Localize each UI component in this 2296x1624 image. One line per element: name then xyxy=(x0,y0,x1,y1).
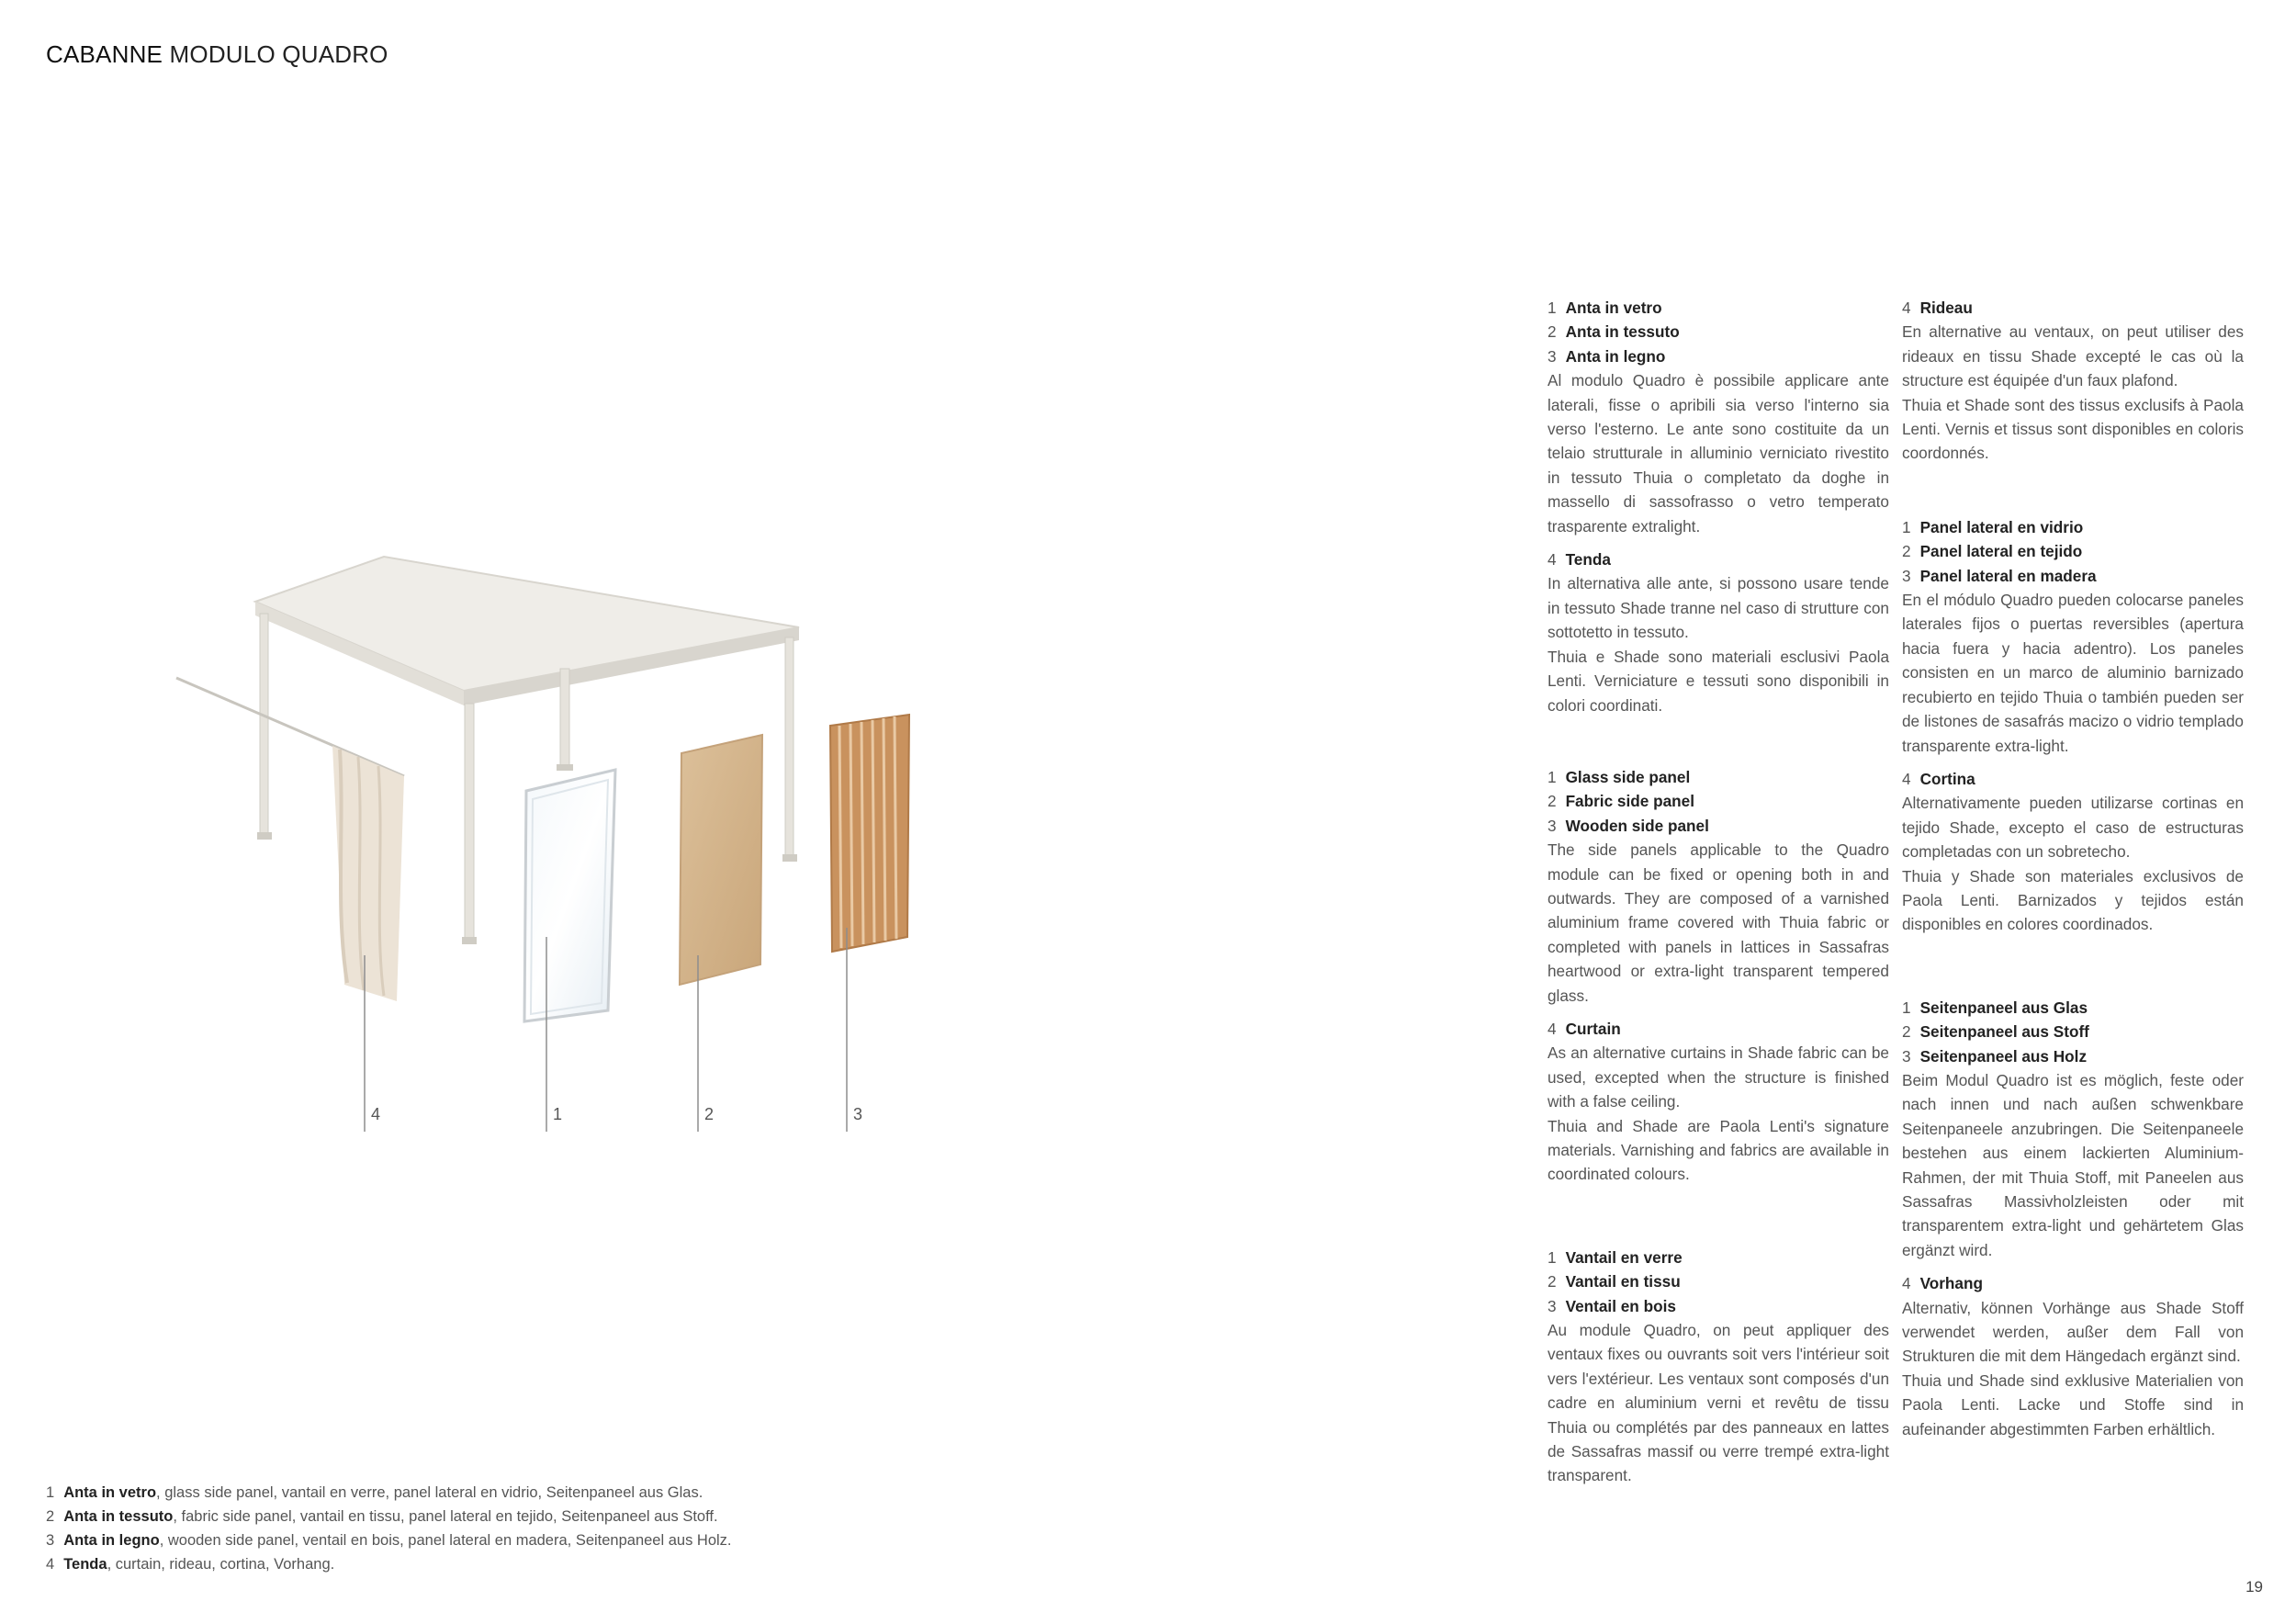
it-heading-3: 3 Anta in legno xyxy=(1548,346,1666,366)
fr-heading-1: 1 Vantail en verre xyxy=(1548,1247,1683,1267)
legend-item: 4 Tenda, curtain, rideau, cortina, Vorhang. xyxy=(46,1556,335,1573)
brand-name: CABANNE xyxy=(46,40,163,68)
legend xyxy=(46,1481,732,1576)
french-section-2 xyxy=(1902,296,2244,466)
fr-body-2a: En alternative au ventaux, on peut utiliser des rideaux en tissu Shade excepté le cas où la structure est équipée d'un faux plafond. xyxy=(1902,322,2244,390)
de-heading-3: 3 Seitenpaneel aus Holz xyxy=(1902,1046,2088,1066)
en-body-2a: As an alternative curtains in Shade fabric can be used, excepted when the structure is finished with a false ceiling. xyxy=(1548,1043,1889,1111)
de-body-2b: Thuia und Shade sind exklusive Materialien von Paola Lenti. Lacke und Stoffe sind in aufeinander abgestimmten Farben erhältlich. xyxy=(1902,1370,2244,1438)
de-heading-4: 4 Vorhang xyxy=(1902,1274,1983,1293)
fr-heading-4: 4 Rideau xyxy=(1902,299,1973,317)
es-heading-2: 2 Panel lateral en tejido xyxy=(1902,542,2083,561)
fr-body-2b: Thuia et Shade sont des tissus exclusifs à Paola Lenti. Vernis et tissus sont disponibles en coloris coordonnés. xyxy=(1902,395,2244,463)
callout-1: 1 xyxy=(553,1105,563,1123)
es-heading-4: 4 Cortina xyxy=(1902,769,1975,788)
product-name: MODULO QUADRO xyxy=(169,40,388,68)
glass-panel xyxy=(524,770,615,1021)
fr-body-1: Au module Quadro, on peut appliquer des ventaux fixes ou ouvrants soit vers l'intérieur soit vers l'extérieur. Les ventaux sont composés d'un cadre en aluminium verni et revêtu de tissu Thuia ou complétés par des panneaux en lattes de Sassafras massif ou verre trempé extra-light transparent. xyxy=(1548,1321,1889,1485)
it-heading-1: 1 Anta in vetro xyxy=(1548,299,1662,317)
es-body-2a: Alternativamente pueden utilizarse cortinas en tejido Shade, excepto el caso de estructuras completadas con un sobretecho. xyxy=(1902,794,2244,862)
it-body-2a: In alternativa alle ante, si possono usare tende in tessuto Shade tranne nel caso di strutture con sottotetto in tessuto. xyxy=(1548,574,1889,642)
legend-item: 3 Anta in legno, wooden side panel, ventail en bois, panel lateral en madera, Seitenpaneel aus Holz. xyxy=(46,1532,732,1549)
french-section xyxy=(1548,1246,1889,1488)
page-number: 19 xyxy=(2245,1578,2263,1596)
en-heading-4: 4 Curtain xyxy=(1548,1019,1621,1038)
curtain-panel xyxy=(176,678,404,1001)
legend-item: 1 Anta in vetro, glass side panel, vantail en verre, panel lateral en vidrio, Seitenpaneel aus Glas. xyxy=(46,1484,703,1501)
fabric-panel xyxy=(680,735,762,985)
english-section xyxy=(1548,765,1889,1187)
text-column-left xyxy=(1548,296,1889,1488)
de-heading-1: 1 Seitenpaneel aus Glas xyxy=(1902,998,2088,1017)
it-body-2b: Thuia e Shade sono materiali esclusivi Paola Lenti. Verniciature e tessuti sono disponibili in colori coordinati. xyxy=(1548,647,1889,715)
en-heading-2: 2 Fabric side panel xyxy=(1548,792,1694,811)
legend-item: 2 Anta in tessuto, fabric side panel, vantail en tissu, panel lateral en tejido, Seitenpaneel aus Stoff. xyxy=(46,1508,718,1525)
es-heading-1: 1 Panel lateral en vidrio xyxy=(1902,517,2084,536)
es-body-1: En el módulo Quadro pueden colocarse paneles laterales fijos o puertas reversibles (apertura hacia fuera y hacia adentro). Los paneles consisten en un marco de aluminio barnizado recubierto en tejido Thuia o también pueden ser de listones de sasafrás macizo o vidrio templado transparente extra-light. xyxy=(1902,591,2244,755)
german-section xyxy=(1902,996,2244,1441)
product-illustration xyxy=(0,0,918,1286)
de-body-1: Beim Modul Quadro ist es möglich, feste oder nach innen und nach außen schwenkbare Seitenpaneele anzubringen. Die Seitenpaneele bestehen aus einem lackierten Aluminium-Rahmen, der mit Thuia Stoff, mit Paneelen aus Sassafras Massivholzleisten oder mit transparentem extra-light und gehärtetem Glas ergänzt wird. xyxy=(1902,1070,2244,1259)
it-heading-4: 4 Tenda xyxy=(1548,550,1611,570)
es-body-2b: Thuia y Shade son materiales exclusivos de Paola Lenti. Barnizados y tejidos están disponibles en colores coordinados. xyxy=(1902,866,2244,934)
fr-heading-3: 3 Ventail en bois xyxy=(1548,1296,1676,1315)
en-heading-3: 3 Wooden side panel xyxy=(1548,816,1709,835)
es-heading-3: 3 Panel lateral en madera xyxy=(1902,566,2097,585)
callout-3: 3 xyxy=(853,1105,863,1123)
wooden-panel xyxy=(830,715,909,952)
spanish-section xyxy=(1902,515,2244,937)
en-heading-1: 1 Glass side panel xyxy=(1548,767,1691,786)
italian-section xyxy=(1548,296,1889,717)
en-body-1: The side panels applicable to the Quadro module can be fixed or opening both in and outwards. They are composed of a varnished aluminium frame covered with Thuia fabric or completed with panels in lattices in Sassafras heartwood or extra-light transparent tempered glass. xyxy=(1548,840,1889,1005)
text-column-right xyxy=(1902,296,2244,1441)
en-body-2b: Thuia and Shade are Paola Lenti's signature materials. Varnishing and fabrics are available in coordinated colours. xyxy=(1548,1116,1889,1184)
fr-heading-2: 2 Vantail en tissu xyxy=(1548,1272,1681,1291)
de-heading-2: 2 Seitenpaneel aus Stoff xyxy=(1902,1022,2089,1042)
it-heading-2: 2 Anta in tessuto xyxy=(1548,322,1680,342)
callout-2: 2 xyxy=(704,1105,715,1123)
de-body-2a: Alternativ, können Vorhänge aus Shade Stoff verwendet werden, außer dem Fall von Strukturen die mit dem Hängedach ergänzt sind. xyxy=(1902,1298,2244,1366)
callout-4: 4 xyxy=(371,1105,381,1123)
it-body-1: Al modulo Quadro è possibile applicare ante laterali, fisse o apribili sia verso l'interno sia verso l'esterno. Le ante sono costituite da un telaio strutturale in alluminio verniciato rivestito in tessuto Thuia o completato da doghe in massello di sassofrasso o vetro temperato trasparente extralight. xyxy=(1548,371,1889,536)
